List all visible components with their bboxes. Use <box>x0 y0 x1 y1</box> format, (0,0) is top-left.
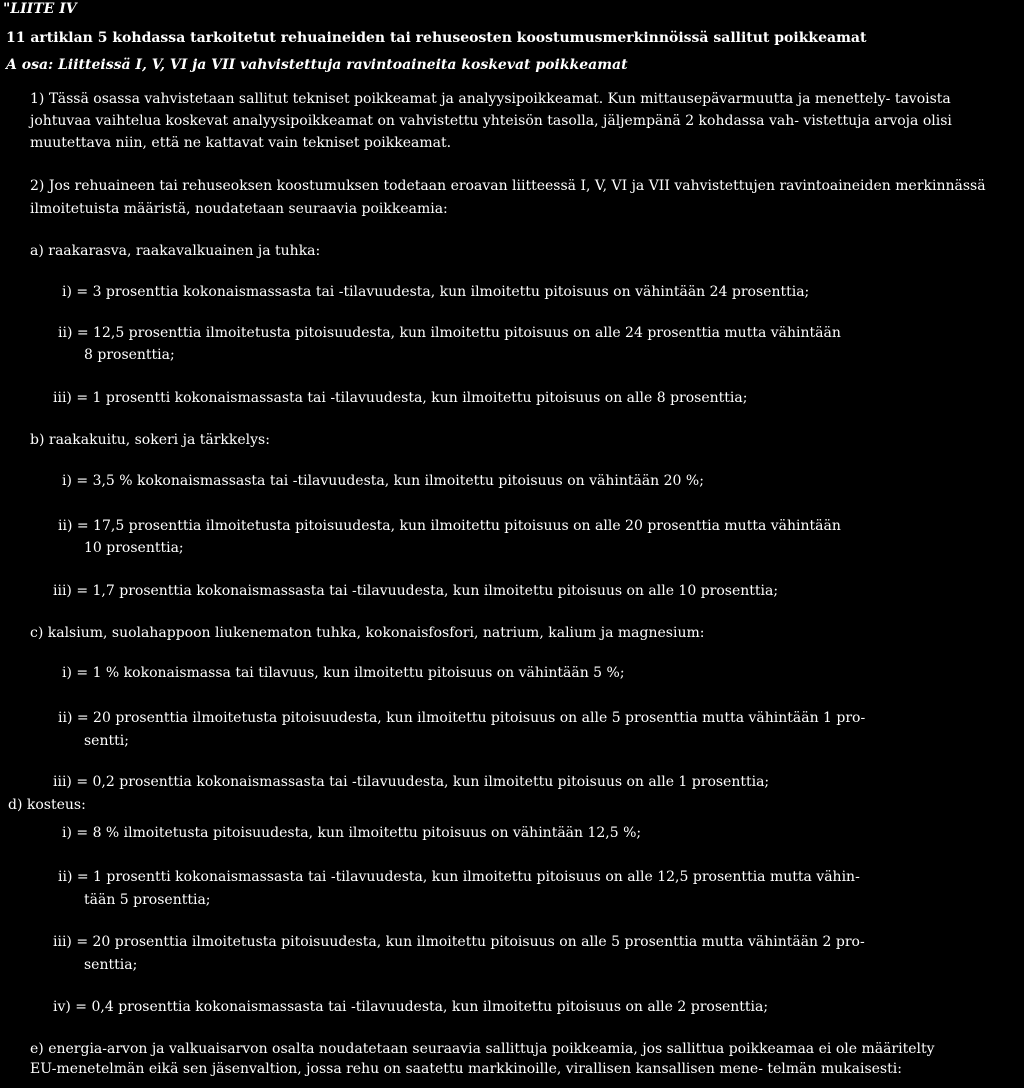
annex-title: "LIITE IV <box>3 1 77 17</box>
item-c-title: c) kalsium, suolahappoon liukenematon tuhka, kokonaisfosfori, natrium, kalium ja magnesium: <box>30 625 705 641</box>
item-d-iv: iv) = 0,4 prosenttia kokonaismassasta tai -tilavuudesta, kun ilmoitettu pitoisuus on alle 2 prosenttia; <box>53 999 769 1015</box>
item-d-ii-line-1: ii) = 1 prosentti kokonaismassasta tai -tilavuudesta, kun ilmoitettu pitoisuus on alle 12,5 prosenttia mutta vähin- <box>58 869 860 885</box>
paragraph-1-line-3: muutettava niin, että ne kattavat vain tekniset poikkeamat. <box>30 135 452 151</box>
section-a-heading: A osa: Liitteissä I, V, VI ja VII vahvistettuja ravintoaineita koskevat poikkeamat <box>6 57 628 73</box>
item-d-i: i) = 8 % ilmoitetusta pitoisuudesta, kun ilmoitettu pitoisuus on vähintään 12,5 %; <box>62 825 642 841</box>
item-d-iii-line-2: senttia; <box>84 957 138 973</box>
item-a-iii: iii) = 1 prosentti kokonaismassasta tai -tilavuudesta, kun ilmoitettu pitoisuus on alle 8 prosenttia; <box>53 390 748 406</box>
item-e-line-1: e) energia-arvon ja valkuaisarvon osalta noudatetaan seuraavia sallittuja poikkeamia, jos sallittua poikkeamaa ei ole määritelty <box>30 1041 935 1057</box>
paragraph-1-line-1: 1) Tässä osassa vahvistetaan sallitut tekniset poikkeamat ja analyysipoikkeamat. Kun mittausepävarmuutta ja menettely- tavoista <box>30 91 951 107</box>
item-a-ii-line-1: ii) = 12,5 prosenttia ilmoitetusta pitoisuudesta, kun ilmoitettu pitoisuus on alle 24 prosenttia mutta vähintään <box>58 325 841 341</box>
item-b-ii-line-1: ii) = 17,5 prosenttia ilmoitetusta pitoisuudesta, kun ilmoitettu pitoisuus on alle 20 prosenttia mutta vähintään <box>58 518 841 534</box>
item-b-title: b) raakakuitu, sokeri ja tärkkelys: <box>30 432 270 448</box>
item-c-ii-line-1: ii) = 20 prosenttia ilmoitetusta pitoisuudesta, kun ilmoitettu pitoisuus on alle 5 prosenttia mutta vähintään 1 pro- <box>58 710 866 726</box>
paragraph-2-line-2: ilmoitetuista määristä, noudatetaan seuraavia poikkeamia: <box>30 201 448 217</box>
item-c-iii: iii) = 0,2 prosenttia kokonaismassasta tai -tilavuudesta, kun ilmoitettu pitoisuus on alle 1 prosenttia; <box>53 774 770 790</box>
item-b-ii-line-2: 10 prosenttia; <box>84 540 184 556</box>
item-c-i: i) = 1 % kokonaismassa tai tilavuus, kun ilmoitettu pitoisuus on vähintään 5 %; <box>62 665 625 681</box>
item-a-ii-line-2: 8 prosenttia; <box>84 347 175 363</box>
item-d-ii-line-2: tään 5 prosenttia; <box>84 892 211 908</box>
item-c-ii-line-2: sentti; <box>84 733 129 749</box>
item-a-title: a) raakarasva, raakavalkuainen ja tuhka: <box>30 243 321 259</box>
item-e-line-2: EU-menetelmän eikä sen jäsenvaltion, jossa rehu on saatettu markkinoille, virallisen kansallisen mene- telmän mukaisesti: <box>30 1061 902 1077</box>
document-heading: 11 artiklan 5 kohdassa tarkoitetut rehuaineiden tai rehuseosten koostumusmerkinnöissä sallitut poikkeamat <box>6 30 867 46</box>
item-d-title: d) kosteus: <box>8 797 86 813</box>
item-b-i: i) = 3,5 % kokonaismassasta tai -tilavuudesta, kun ilmoitettu pitoisuus on vähintään 20 %; <box>62 473 704 489</box>
paragraph-2-line-1: 2) Jos rehuaineen tai rehuseoksen koostumuksen todetaan eroavan liitteessä I, V, VI ja VII vahvistettujen ravintoaineiden merkinnässä <box>30 178 986 194</box>
item-d-iii-line-1: iii) = 20 prosenttia ilmoitetusta pitoisuudesta, kun ilmoitettu pitoisuus on alle 5 prosenttia mutta vähintään 2 pro- <box>53 934 865 950</box>
item-b-iii: iii) = 1,7 prosenttia kokonaismassasta tai -tilavuudesta, kun ilmoitettu pitoisuus on alle 10 prosenttia; <box>53 583 779 599</box>
item-a-i: i) = 3 prosenttia kokonaismassasta tai -tilavuudesta, kun ilmoitettu pitoisuus on vähintään 24 prosenttia; <box>62 284 810 300</box>
paragraph-1-line-2: johtuvaa vaihtelua koskevat analyysipoikkeamat on vahvistettu yhteisön tasolla, jäljempänä 2 kohdassa vah- vistettuja arvoja olisi <box>30 113 952 129</box>
